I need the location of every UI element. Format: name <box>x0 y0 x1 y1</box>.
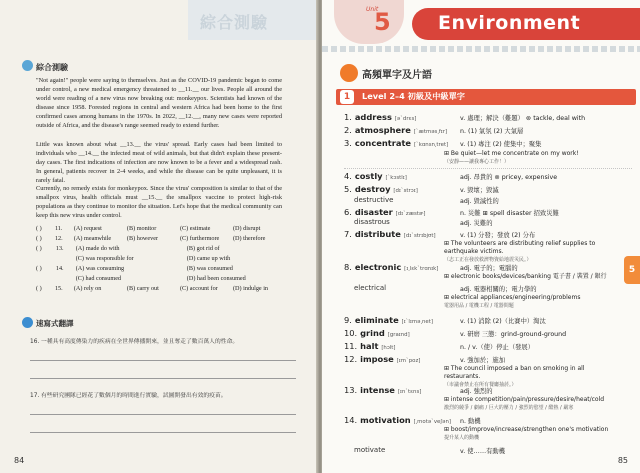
unit-label: Unit <box>366 6 379 13</box>
section-title: 高頻單字及片語 <box>362 70 432 81</box>
definition: n. / v.（使）停止（發展） <box>460 344 535 351</box>
phonetic: [ˋkɔstlɪ] <box>385 175 407 181</box>
q-num: 14. <box>55 265 64 272</box>
option-d[interactable]: (D) came up with <box>186 255 231 262</box>
phonetic: [graɪnd] <box>387 332 410 338</box>
headword <box>344 207 425 217</box>
headword <box>344 385 421 395</box>
entry-number: 14. <box>344 415 358 425</box>
option-d[interactable]: (D) indulge in <box>232 285 269 292</box>
option-d[interactable]: (D) disrupt <box>232 225 261 232</box>
right-page <box>322 0 640 473</box>
option-a[interactable]: (A) request <box>73 225 102 232</box>
question-16: 16. 一種具有高度傳染力的疾病在全世界傳播開來，並且奪走了數百萬人的性命。 <box>30 339 239 345</box>
option-row <box>36 284 286 294</box>
option-d[interactable]: (D) had been consumed <box>186 275 246 282</box>
option-row <box>36 224 286 234</box>
example-sentence: ⊞ Be quiet—let me concentrate on my work! <box>444 150 579 157</box>
quiz-title: 速寫式翻譯 <box>36 319 74 328</box>
phonetic: [ˋkɑnsn͵tret] <box>413 142 449 148</box>
option-c[interactable]: (C) was responsible for <box>75 255 134 262</box>
entry-number: 13. <box>344 385 358 395</box>
derivative-word: disastrous <box>354 218 390 226</box>
option-b[interactable]: (B) carry out <box>126 285 159 292</box>
headword <box>344 184 418 194</box>
paragraph-2: Little was known about what __13.__ the virus' spread. Early cases had been limited to individuals who __14.__ the infected meat of wild animals, but that didn't explain these present-day cases. The first indications of infection are now known to be a fever and a widespread rash. In general, patients recover in 2-4 weeks, and while the disease can be quite unpleasant, it is rarely fatal. <box>36 141 282 184</box>
definition: adj. 毀滅性的 <box>460 198 499 205</box>
q-num: 15. <box>54 285 63 292</box>
example-translation: （志工正在發放救濟物資給地震災民。） <box>444 257 532 263</box>
definition: v. (1) 分發；發放 (2) 分布 <box>460 232 536 239</box>
answer-line[interactable] <box>30 378 296 379</box>
phonetic: [dɪˋstrɪbjʊt] <box>403 233 436 239</box>
definition: adj. 災難的 <box>460 220 493 227</box>
definition: v. 使……有動機 <box>460 448 506 455</box>
page-number-right: 85 <box>617 456 628 465</box>
derivative-word: motivate <box>354 446 386 454</box>
option-a[interactable]: (A) rely on <box>73 285 102 292</box>
word: eliminate <box>354 315 399 325</box>
page-number-left: 84 <box>14 456 25 465</box>
example-distribute <box>444 240 616 264</box>
entry-number: 3. <box>344 138 352 148</box>
paren: ( ) <box>36 235 42 242</box>
headword <box>344 125 447 135</box>
entry-number: 2. <box>344 125 352 135</box>
unit-number: 5 <box>374 8 391 36</box>
option-a[interactable]: (A) meanwhile <box>73 235 112 242</box>
entry-number: 6. <box>344 207 352 217</box>
decorative-wave <box>322 46 640 52</box>
options-list <box>36 224 286 294</box>
entry-number: 9. <box>344 315 352 325</box>
entry-number: 12. <box>344 354 358 364</box>
word: halt <box>360 341 379 351</box>
phonetic: [ˋætməs͵fɪr] <box>413 129 448 135</box>
derivative-word: destructive <box>354 196 394 204</box>
chapter-title: Environment <box>438 12 581 34</box>
answer-line[interactable] <box>30 360 296 361</box>
phonetic: [ɪnˋtɛns] <box>397 389 422 395</box>
headword <box>344 315 433 325</box>
definition: adj. 電子的；電腦的 <box>460 265 518 272</box>
example-collocation: ⊞ electronic books/devices/banking 電子書 / 裝置 / 銀行 <box>444 273 607 280</box>
option-b[interactable]: (B) monitor <box>126 225 157 232</box>
example-sentence: ⊞ The volunteers are distributing relief supplies to earthquake victims. <box>444 240 596 255</box>
word: grind <box>360 328 385 338</box>
paren: ( ) <box>36 245 42 252</box>
definition: adj. 電器相關的；電力學的 <box>460 286 537 293</box>
option-row <box>36 254 286 264</box>
example-translation: 激烈的競爭 / 劇痛 / 巨大的壓力 / 強烈的慾望 / 酷熱 / 嚴寒 <box>444 405 574 411</box>
left-page <box>0 0 318 473</box>
definition: v. (1) 專注 (2) 使集中；聚集 <box>460 141 542 148</box>
word: atmosphere <box>354 125 411 135</box>
example-translation: （市議會禁止在所有餐廳抽菸。） <box>444 382 517 388</box>
definition: v. (1) 消除 (2)（比賽中）淘汰 <box>460 318 546 325</box>
section-icon <box>22 60 33 71</box>
headword <box>344 138 448 148</box>
word: concentrate <box>354 138 412 148</box>
definition: n. 災難 ⊞ spell disaster 招致災難 <box>460 210 559 217</box>
option-c[interactable]: (C) furthermore <box>179 235 220 242</box>
side-tab[interactable]: 5 <box>624 256 640 284</box>
paren: ( ) <box>36 265 42 272</box>
paren: ( ) <box>36 285 42 292</box>
definition: v. 研磨 三態：grind-ground-ground <box>460 331 567 338</box>
option-b[interactable]: (B) was consumed <box>186 265 233 272</box>
headword <box>344 229 436 239</box>
q-num <box>56 254 76 264</box>
word: destroy <box>354 184 391 194</box>
option-row <box>36 264 286 274</box>
paragraph-1: "Not again!" people were saying to themselves. Just as the COVID-19 pandemic began to come under control, a new medical emergency threatened to __11.__ our lives. People all around the world were reading of a new virus now breaking out: monkeypox. Scientists had known of the disease since 1958. Forested regions in central and western Africa had been home to the first confirmed cases among humans in the 1970s. In 2022, __12.__, many new cases were reported outside of Africa, and the disease's range seemed ready to extend further. <box>36 77 282 129</box>
phonetic: [͵motəˋveʃən] <box>413 419 452 425</box>
option-b[interactable]: (B) got rid of <box>186 245 220 252</box>
derivative-word: electrical <box>354 284 387 292</box>
headword <box>344 328 410 338</box>
entry-number: 7. <box>344 229 352 239</box>
headword <box>344 171 407 181</box>
paren-blank <box>36 274 56 284</box>
definition: adj. 強烈的 <box>460 388 493 395</box>
answer-line[interactable] <box>30 432 296 433</box>
word: disaster <box>354 207 393 217</box>
phonetic: [ɪ͵lɛkˋtrɑnɪk] <box>404 266 439 272</box>
word: intense <box>360 385 395 395</box>
entry-number: 4. <box>344 171 352 181</box>
word: address <box>354 112 392 122</box>
option-row <box>36 244 286 254</box>
option-b[interactable]: (B) however <box>126 235 159 242</box>
option-row <box>36 274 286 284</box>
answer-line[interactable] <box>30 414 296 415</box>
example-translation: （安靜——讓我專心工作！） <box>444 159 510 165</box>
option-c[interactable]: (C) estimate <box>179 225 211 232</box>
example-collocation: ⊞ intense competition/pain/pressure/desire/heat/cold <box>444 396 605 403</box>
example-electrical <box>444 294 616 310</box>
phonetic: [dɪˋstrɔɪ] <box>393 188 418 194</box>
phonetic: [ɪˋlɪmə͵net] <box>401 319 433 325</box>
quiz-icon <box>22 317 33 328</box>
definition: n. 動機 <box>460 418 481 425</box>
word: electronic <box>354 262 402 272</box>
entry-number: 1. <box>344 112 352 122</box>
headword <box>344 341 396 351</box>
divider <box>344 168 632 169</box>
q-num <box>56 274 76 284</box>
option-d[interactable]: (D) therefore <box>232 235 266 242</box>
word: impose <box>360 354 394 364</box>
q-num: 12. <box>54 235 63 242</box>
option-c[interactable]: (C) account for <box>179 285 218 292</box>
word: motivation <box>360 415 411 425</box>
headword <box>344 354 420 364</box>
paren: ( ) <box>36 225 42 232</box>
example-collocation: ⊞ electrical appliances/engineering/problems <box>444 294 581 301</box>
option-a[interactable]: (A) made do with <box>75 245 120 252</box>
entry-number: 10. <box>344 328 358 338</box>
entry-number: 11. <box>344 341 358 351</box>
headword <box>344 415 451 425</box>
word: distribute <box>354 229 401 239</box>
definition: v. 毀壞；毀滅 <box>460 187 499 194</box>
definition: n. (1) 氣氛 (2) 大氣層 <box>460 128 524 135</box>
phonetic: [hɔlt] <box>381 345 396 351</box>
option-a[interactable]: (A) was consuming <box>75 265 125 272</box>
word: costly <box>354 171 383 181</box>
paren-blank <box>36 254 56 264</box>
section-title: 綜合測驗 <box>36 63 68 72</box>
entry-number: 5. <box>344 184 352 194</box>
headword <box>344 112 416 122</box>
entry-number: 8. <box>344 262 352 272</box>
example-collocation: ⊞ boost/improve/increase/strengthen one's motivation <box>444 426 609 433</box>
definition: v. 處理；解決（難題） ⊜ tackle, deal with <box>460 115 586 122</box>
example-translation: 電器用品 / 電機工程 / 電器問題 <box>444 303 514 309</box>
option-c[interactable]: (C) had consumed <box>75 275 122 282</box>
phonetic: [ɪmˋpoz] <box>396 358 421 364</box>
question-17: 17. 有些研究團隊已經花了數個月的時間進行實驗，試圖開發出有效的疫苗。 <box>30 393 227 399</box>
example-electronic <box>444 273 616 281</box>
example-sentence: ⊞ The council imposed a ban on smoking in all restaurants. <box>444 365 585 380</box>
level-title: Level 2–4 初級及中級單字 <box>362 91 465 101</box>
option-row <box>36 234 286 244</box>
definition: adj. 昂貴的 ⊜ pricey, expensive <box>460 174 558 181</box>
phonetic: [əˋdrɛs] <box>394 116 417 122</box>
headword <box>344 262 438 272</box>
definition: v. 強加於；施加 <box>460 357 506 364</box>
example-translation: 提升某人的動機 <box>444 435 480 441</box>
example-motivation <box>444 426 616 442</box>
level-number: 1 <box>340 90 354 104</box>
section-badge-icon <box>340 64 358 82</box>
q-num: 13. <box>55 245 64 252</box>
example-intense <box>444 396 616 412</box>
phonetic: [dɪˋzæstɚ] <box>395 211 426 217</box>
q-num: 11. <box>54 225 63 232</box>
paragraph-3: Currently, no remedy exists for monkeypox. Since the virus' composition is similar to that of the smallpox virus, health officials must __15.__ the smallpox vaccine to protect high-risk populations as they continue to monitor the situation. Let's hope that the medical community can keep this new virus under control. <box>36 185 282 219</box>
ghost-header-text: 綜合測驗 <box>200 13 269 32</box>
example-concentrate <box>444 150 616 166</box>
